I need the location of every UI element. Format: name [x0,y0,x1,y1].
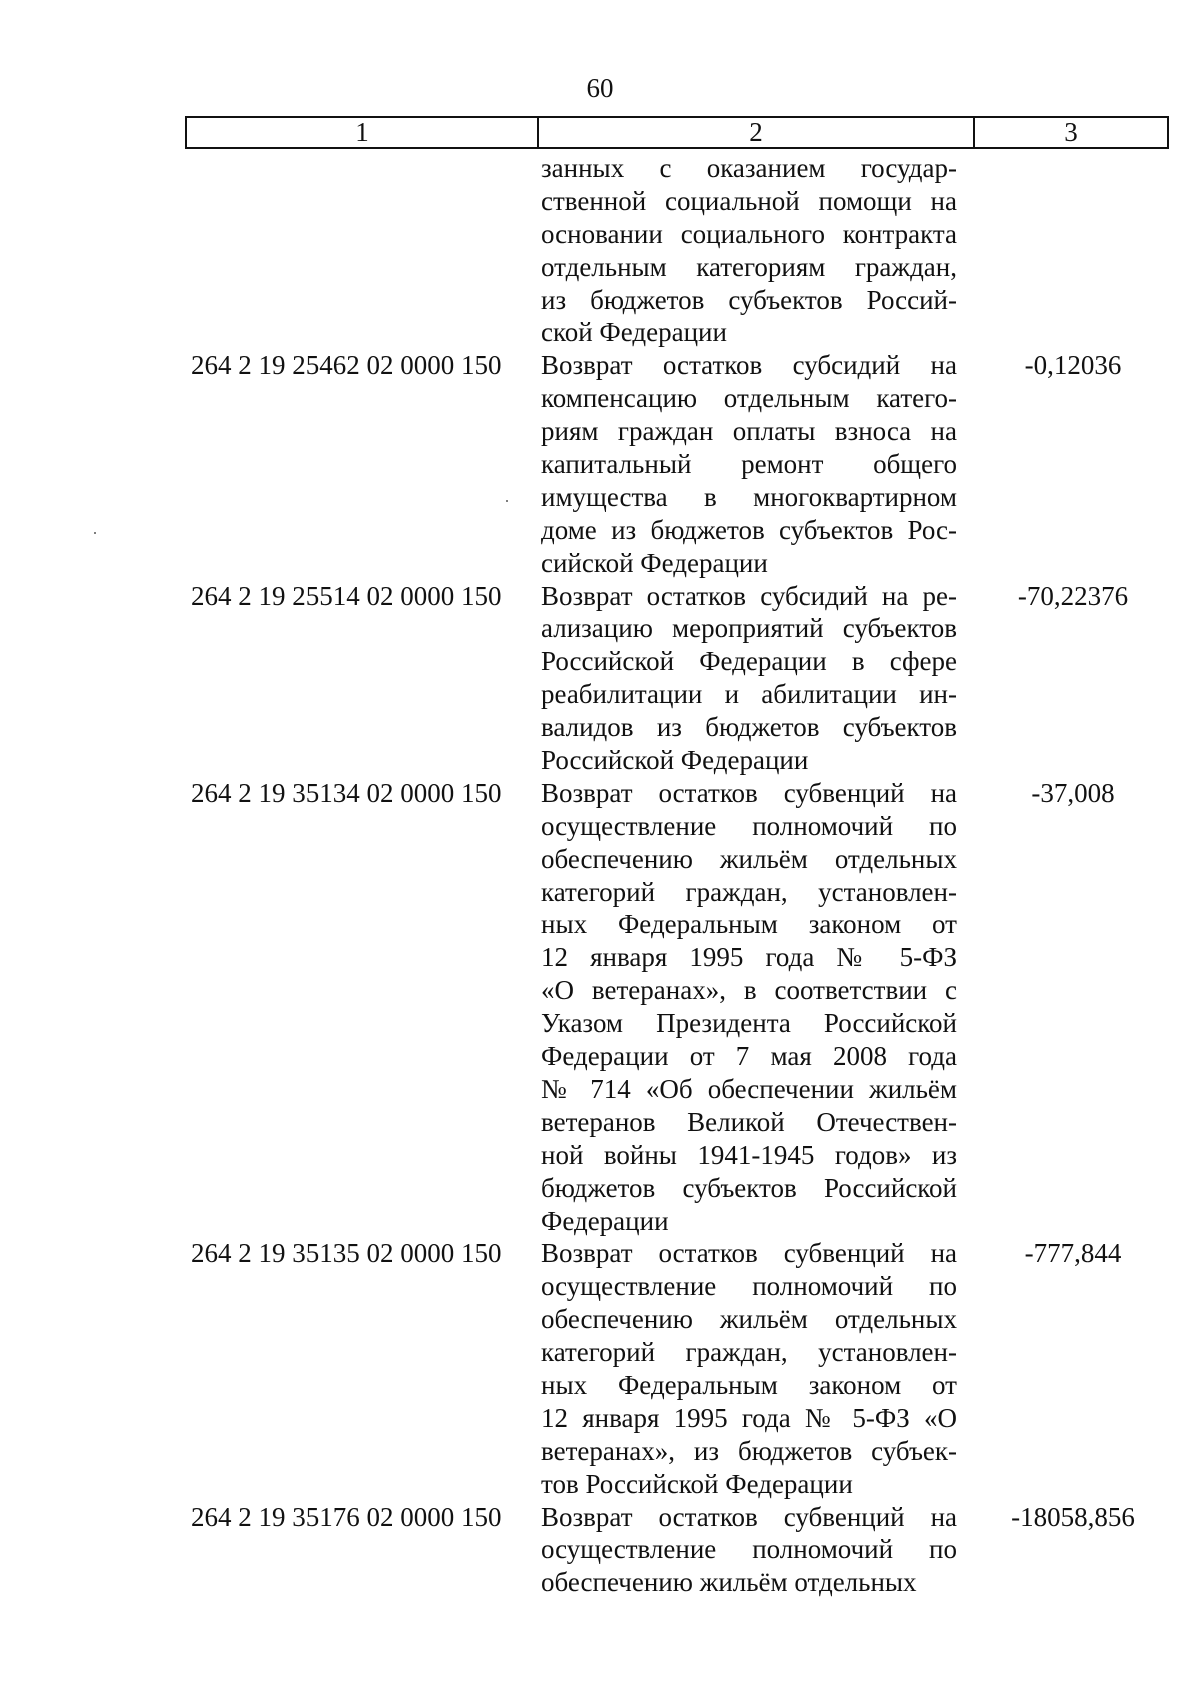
description-line: тов Российской Федерации [541,1468,853,1499]
description-line: Возврат остатков субвенций на [541,777,957,808]
description-line: ных Федеральным законом от [541,1369,957,1400]
description-line: ной войны 1941-1945 годов» из [541,1139,957,1170]
description-line: основании социального контракта [541,218,957,249]
description-line: Возврат остатков субсидий на ре- [541,580,957,611]
description-line: бюджетов субъектов Российской [541,1172,957,1203]
description-cell [537,152,957,349]
column-header-3: 3 [1064,117,1078,147]
description-cell [537,349,957,579]
description-line: Возврат остатков субвенций на [541,1238,957,1269]
description-line: имущества в многоквартирном [541,481,957,512]
amount-cell: -0,12036 [1024,350,1122,381]
description-line: риям граждан оплаты взноса на [541,416,957,447]
description-line: валидов из бюджетов субъектов [541,712,957,743]
description-line: отдельным категориям граждан, [541,251,957,282]
description-line: Возврат остатков субвенций на [541,1501,957,1532]
description-line: ской Федерации [541,317,727,348]
amount-cell: -777,844 [1024,1238,1122,1269]
page-number: 60 [586,73,614,103]
table-row [185,152,1169,349]
description-cell [537,1501,957,1600]
description-line: капитальный ремонт общего [541,449,957,480]
description-line: из бюджетов субъектов Россий- [541,284,957,315]
description-line: № 714 «Об обеспечении жильём [541,1073,957,1104]
description-line: Российской Федерации в сфере [541,646,957,677]
description-line: осуществление полномочий по [541,1271,957,1302]
description-line: Федерации [541,1205,669,1236]
table-row [185,1501,1169,1600]
budget-code-cell: 264 2 19 25514 02 0000 150 [191,580,502,611]
budget-code-cell: 264 2 19 35134 02 0000 150 [191,777,502,808]
description-line: сийской Федерации [541,547,768,578]
description-line: обеспечению жильём отдельных [541,1304,957,1335]
description-line: ных Федеральным законом от [541,909,957,940]
description-line: категорий граждан, установлен- [541,1337,957,1368]
table-body [185,152,1169,1599]
description-line: Федерации от 7 мая 2008 года [541,1041,957,1072]
description-line: ветеранов Великой Отечествен- [541,1106,957,1137]
description-line: ветеранах», из бюджетов субъек- [541,1435,957,1466]
description-line: категорий граждан, установлен- [541,876,957,907]
description-line: ализацию мероприятий субъектов [541,613,957,644]
budget-code-cell: 264 2 19 35135 02 0000 150 [191,1238,502,1269]
column-header-2: 2 [539,118,975,147]
description-line: реабилитации и абилитации ин- [541,679,957,710]
column-header-1: 1 [187,118,539,147]
amount-cell: -37,008 [1031,777,1115,808]
description-line: компенсацию отдельным катего- [541,383,957,414]
description-line: 12 января 1995 года № 5-ФЗ «О [541,1402,957,1433]
description-cell [537,1237,957,1500]
table-row [185,1237,1169,1500]
description-line: обеспечению жильём отдельных [541,1567,917,1598]
budget-code-cell: 264 2 19 25462 02 0000 150 [191,350,502,381]
description-line: ственной социальной помощи на [541,185,957,216]
table-row [185,580,1169,777]
amount-cell: -18058,856 [1011,1501,1135,1532]
description-line: обеспечению жильём отдельных [541,843,957,874]
description-line: занных с оказанием государ- [541,153,957,183]
table-row [185,349,1169,579]
description-line: осуществление полномочий по [541,810,957,841]
scan-speck [94,532,96,534]
description-cell [537,777,957,1237]
description-line: осуществление полномочий по [541,1534,957,1565]
table-row [185,777,1169,1237]
table-header [185,116,1169,149]
description-line: Возврат остатков субсидий на [541,350,957,381]
scan-speck [506,500,508,502]
amount-cell: -70,22376 [1017,580,1129,611]
description-line: Российской Федерации [541,745,809,776]
description-line: Указом Президента Российской [541,1008,957,1039]
description-cell [537,580,957,777]
description-line: «О ветеранах», в соответствии с [541,975,957,1006]
description-line: 12 января 1995 года № 5-ФЗ [541,942,957,973]
budget-code-cell: 264 2 19 35176 02 0000 150 [191,1501,502,1532]
description-line: доме из бюджетов субъектов Рос- [541,514,957,545]
